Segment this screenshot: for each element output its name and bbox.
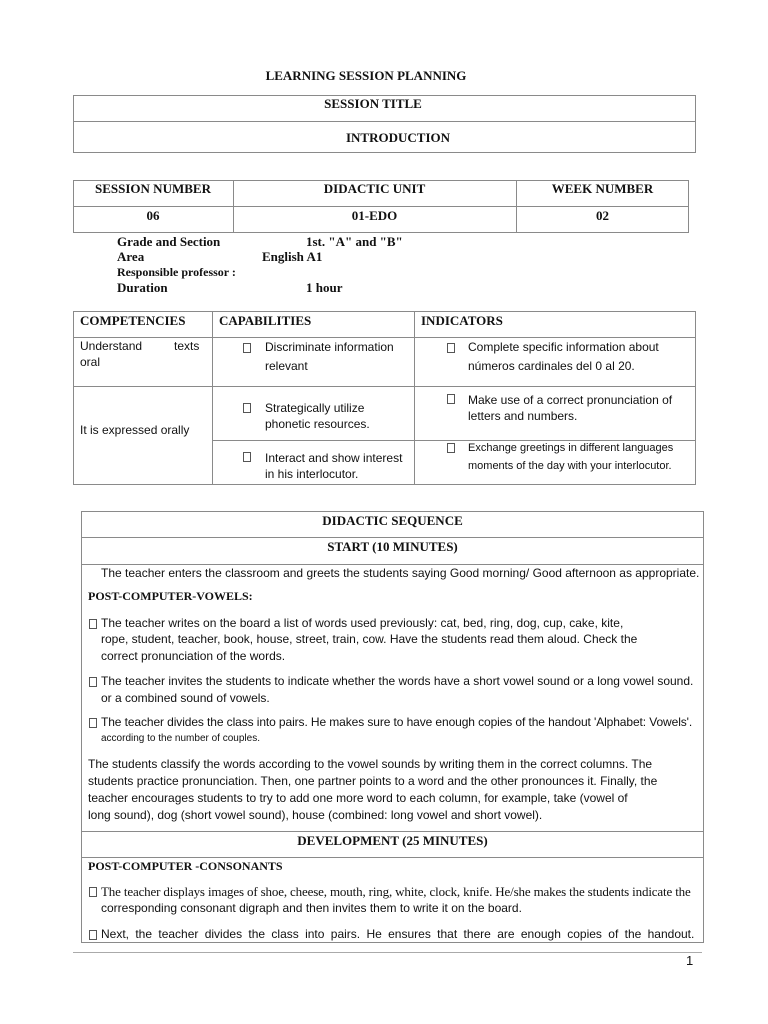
- divider: [414, 311, 415, 485]
- header-session-number: SESSION NUMBER: [95, 181, 211, 196]
- divider: [73, 206, 689, 207]
- checkbox-icon: [243, 452, 251, 462]
- paragraph-line-3: teacher encourages students to try to add one more word to each column, for example, take (vowel of: [88, 791, 628, 805]
- consonants-bullet-1-line-2: corresponding consonant digraph and then invites them to write it on the board.: [101, 901, 522, 915]
- development-heading: DEVELOPMENT (25 MINUTES): [297, 833, 488, 848]
- checkbox-icon: [89, 930, 97, 940]
- indicator-2-line-2: letters and numbers.: [468, 409, 578, 423]
- bullet-1-line-1: The teacher writes on the board a list of words used previously: cat, bed, ring, dog, cup, cake, kite,: [101, 616, 624, 630]
- divider: [81, 942, 704, 943]
- checkbox-icon: [89, 619, 97, 629]
- consonants-heading: POST-COMPUTER -CONSONANTS: [88, 859, 283, 873]
- divider: [81, 857, 704, 858]
- capability-2-line-2: phonetic resources.: [265, 417, 370, 431]
- sequence-title: DIDACTIC SEQUENCE: [322, 513, 463, 528]
- session-title-label: SESSION TITLE: [324, 96, 422, 111]
- divider: [81, 564, 704, 565]
- bullet-2-line-2: or a combined sound of vowels.: [101, 691, 270, 705]
- professor-label: Responsible professor :: [117, 265, 236, 279]
- indicator-3-line-1: Exchange greetings in different languages: [468, 442, 674, 454]
- capability-1-line-2: relevant: [265, 359, 308, 373]
- header-week-number: WEEK NUMBER: [551, 181, 654, 196]
- paragraph-line-4: long sound), dog (short vowel sound), house (combined: long vowel and short vowel).: [88, 808, 543, 822]
- paragraph-line-2: students practice pronunciation. Then, one partner points to a word and the other pronounces it. Finally, the: [88, 774, 658, 788]
- session-title-value: INTRODUCTION: [345, 130, 450, 145]
- competency-1-word-a: Understand: [80, 339, 143, 353]
- document-title: LEARNING SESSION PLANNING: [265, 68, 467, 83]
- value-week-number: 02: [596, 208, 609, 223]
- divider: [81, 537, 704, 538]
- header-didactic-unit: DIDACTIC UNIT: [323, 181, 426, 196]
- divider: [73, 386, 696, 387]
- checkbox-icon: [447, 394, 455, 404]
- duration-value: 1 hour: [306, 280, 343, 295]
- bullet-1-line-3: correct pronunciation of the words.: [101, 649, 286, 663]
- grade-label: Grade and Section: [117, 234, 221, 249]
- divider: [81, 831, 704, 832]
- page-number: 1: [686, 953, 694, 968]
- area-label: Area: [117, 249, 145, 264]
- divider: [212, 440, 696, 441]
- value-didactic-unit: 01-EDO: [351, 208, 398, 223]
- header-competencies: COMPETENCIES: [80, 313, 186, 328]
- value-session-number: 06: [146, 208, 160, 223]
- area-value: English A1: [262, 249, 323, 264]
- checkbox-icon: [89, 677, 97, 687]
- paragraph-line-1: The students classify the words according to the vowel sounds by writing them in the correct columns. The: [88, 757, 653, 771]
- grade-value: 1st. "A" and "B": [306, 234, 403, 249]
- intro-line: The teacher enters the classroom and greets the students saying Good morning/ Good afternoon as appropriate.: [101, 566, 700, 580]
- bullet-3-line-2: according to the number of couples.: [101, 733, 260, 744]
- competency-1-line-2: oral: [80, 355, 101, 369]
- divider: [73, 337, 696, 338]
- indicator-3-line-2: moments of the day with your interlocutor.: [468, 460, 672, 472]
- divider: [212, 311, 213, 485]
- vowels-heading: POST-COMPUTER-VOWELS:: [88, 589, 253, 603]
- checkbox-icon: [243, 403, 251, 413]
- footer-rule: [73, 952, 702, 953]
- capability-3-line-1: Interact and show interest: [265, 451, 403, 465]
- bullet-3-line-1: The teacher divides the class into pairs. He makes sure to have enough copies of the handout 'Alphabet: Vowels'.: [101, 715, 693, 729]
- checkbox-icon: [89, 887, 97, 897]
- indicator-2-line-1: Make use of a correct pronunciation of: [468, 393, 673, 407]
- competency-2: It is expressed orally: [80, 423, 190, 437]
- bullet-1-line-2: rope, student, teacher, book, house, street, train, cow. Have the students read them aloud. Check the: [101, 632, 638, 646]
- indicator-1-line-1: Complete specific information about: [468, 340, 659, 354]
- start-heading: START (10 MINUTES): [327, 539, 458, 554]
- capability-3-line-2: in his interlocutor.: [265, 467, 359, 481]
- checkbox-icon: [447, 443, 455, 453]
- indicator-1-line-2: números cardinales del 0 al 20.: [468, 359, 635, 373]
- checkbox-icon: [89, 718, 97, 728]
- duration-label: Duration: [117, 280, 168, 295]
- header-indicators: INDICATORS: [421, 313, 503, 328]
- consonants-bullet-2-line-1: Next, the teacher divides the class into pairs. He ensures that there are enough copies of the handout.: [101, 927, 695, 941]
- competency-1-word-b: texts: [174, 339, 200, 353]
- header-capabilities: CAPABILITIES: [219, 313, 312, 328]
- consonants-bullet-1-line-1: The teacher displays images of shoe, cheese, mouth, ring, white, clock, knife. He/she makes the students indicate the: [101, 884, 691, 899]
- capability-1-line-1: Discriminate information: [265, 340, 394, 354]
- checkbox-icon: [243, 343, 251, 353]
- bullet-2-line-1: The teacher invites the students to indicate whether the words have a short vowel sound or a long vowel sound.: [101, 674, 694, 688]
- capability-2-line-1: Strategically utilize: [265, 401, 365, 415]
- divider: [73, 121, 696, 122]
- checkbox-icon: [447, 343, 455, 353]
